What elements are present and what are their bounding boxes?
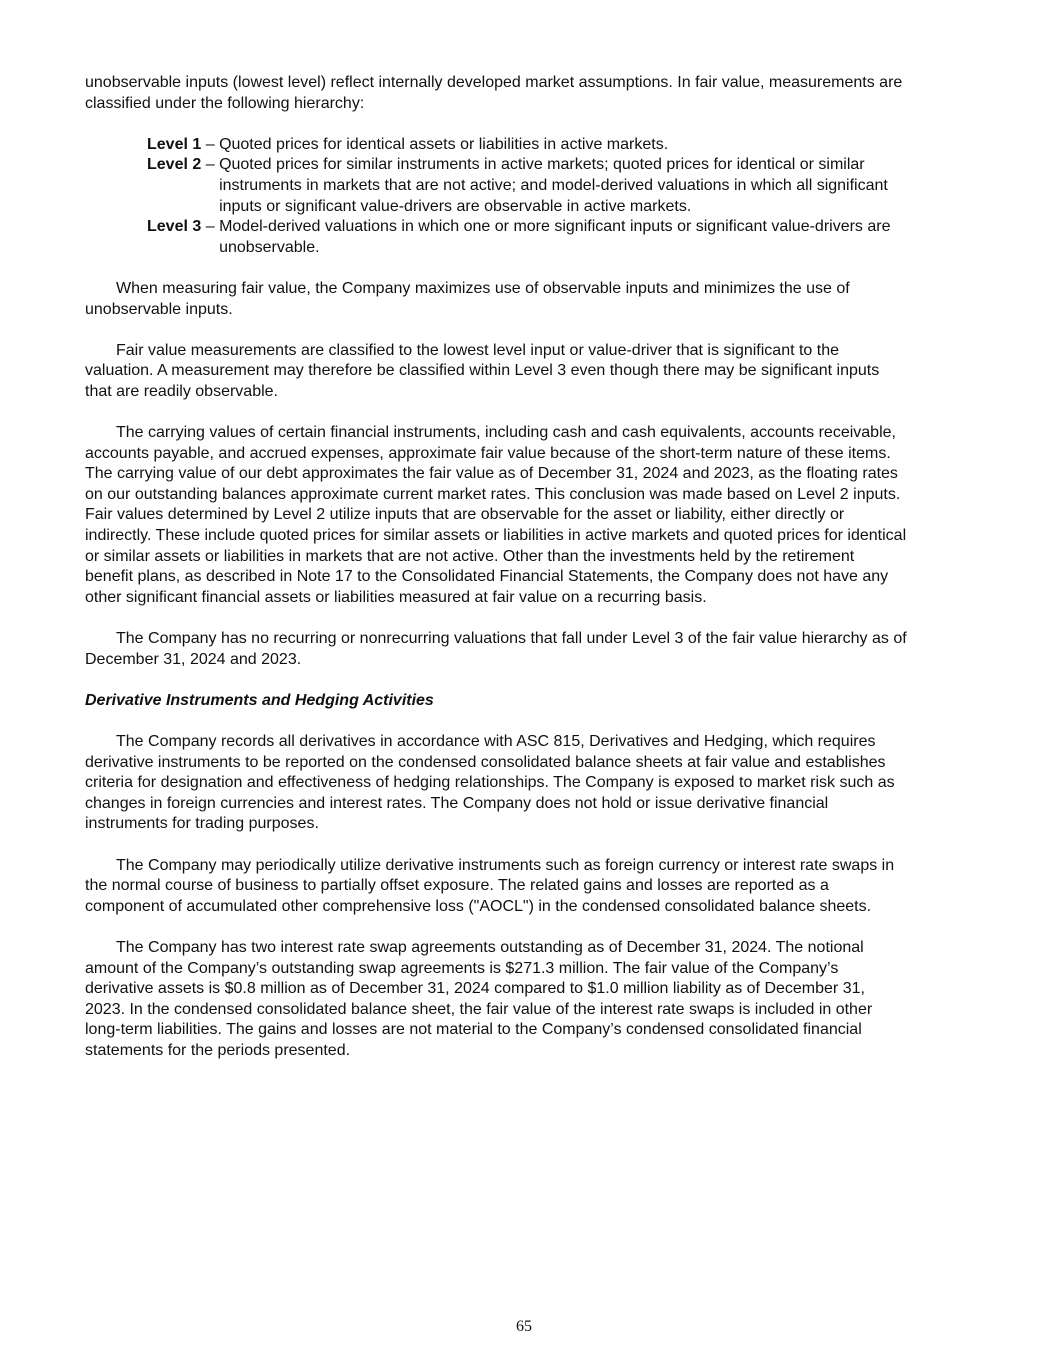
paragraph: Fair value measurements are classified to the lowest level input or value-driver that is significant to the valuation. A measurement may therefore be classified within Level 3 even though there may be significant inputs that are readily observable.: [85, 341, 880, 400]
level-1-item: [147, 135, 975, 156]
paragraph: The Company has two interest rate swap agreements outstanding as of December 31, 2024. The notional amount of the Company’s outstanding swap agreements is $271.3 million. The fair value of the Company’s derivative assets is $0.8 million as of December 31, 2024 compared to $1.0 million liability as of December 31, 2023. In the condensed consolidated balance sheet, the fair value of the interest rate swaps is included in other long-term liabilities. The gains and losses are not material to the Company’s condensed consolidated financial statements for the periods presented.: [85, 938, 873, 1059]
level-separator: –: [201, 218, 220, 236]
section-heading: Derivative Instruments and Hedging Activities: [85, 691, 434, 709]
paragraph: The Company has no recurring or nonrecurring valuations that fall under Level 3 of the fair value hierarchy as of December 31, 2024 and 2023.: [85, 630, 907, 668]
level-separator: –: [201, 156, 220, 174]
level-label: Level 3: [147, 218, 202, 236]
paragraph: The Company may periodically utilize derivative instruments such as foreign currency or interest rate swaps in the normal course of business to partially offset exposure. The related gains and losses are reported as a component of accumulated other comprehensive loss ("AOCL") in the condensed consolidated balance sheets.: [85, 856, 895, 915]
level-label: Level 2: [147, 156, 202, 174]
level-description: Model-derived valuations in which one or more significant inputs or significant value-drivers are unobservable.: [219, 218, 891, 256]
level-3-item: [147, 217, 975, 258]
fair-value-hierarchy-list: [147, 135, 975, 259]
level-2-item: [147, 155, 975, 217]
paragraph: When measuring fair value, the Company maximizes use of observable inputs and minimizes the use of unobservable inputs.: [85, 279, 850, 318]
page-number: 65: [516, 1318, 532, 1335]
level-description: Quoted prices for similar instruments in active markets; quoted prices for identical or similar instruments in markets that are not active; and model-derived valuations in which all significant inputs or significant value-drivers are observable in active markets.: [219, 156, 888, 215]
level-separator: –: [201, 135, 220, 153]
level-label: Level 1: [147, 135, 202, 153]
paragraph: The carrying values of certain financial instruments, including cash and cash equivalents, accounts receivable, accounts payable, and accrued expenses, approximate fair value because of the short-term nature of these items. The carrying value of our debt approximates the fair value as of December 31, 2024 and 2023, as the floating rates on our outstanding balances approximate current market rates. This conclusion was made based on Level 2 inputs. Fair values determined by Level 2 utilize inputs that are observable for the asset or liability, either directly or indirectly. These include quoted prices for similar assets or liabilities in active markets and quoted prices for identical or similar assets or liabilities in markets that are not active. Other than the investments held by the retirement benefit plans, as described in Note 17 to the Consolidated Financial Statements, the Company does not have any other significant financial assets or liabilities measured at fair value on a recurring basis.: [85, 424, 907, 606]
paragraph: The Company records all derivatives in accordance with ASC 815, Derivatives and Hedging, which requires derivative instruments to be reported on the condensed consolidated balance sheets at fair value and establishes criteria for designation and effectiveness of hedging relationships. The Company is exposed to market risk such as changes in foreign currencies and interest rates. The Company does not hold or issue derivative financial instruments for trading purposes.: [85, 733, 895, 833]
document-body: [85, 73, 975, 1082]
level-description: Quoted prices for identical assets or liabilities in active markets.: [219, 135, 669, 153]
intro-paragraph: unobservable inputs (lowest level) reflect internally developed market assumptions. In fair value, measurements are classified under the following hierarchy:: [85, 74, 903, 112]
